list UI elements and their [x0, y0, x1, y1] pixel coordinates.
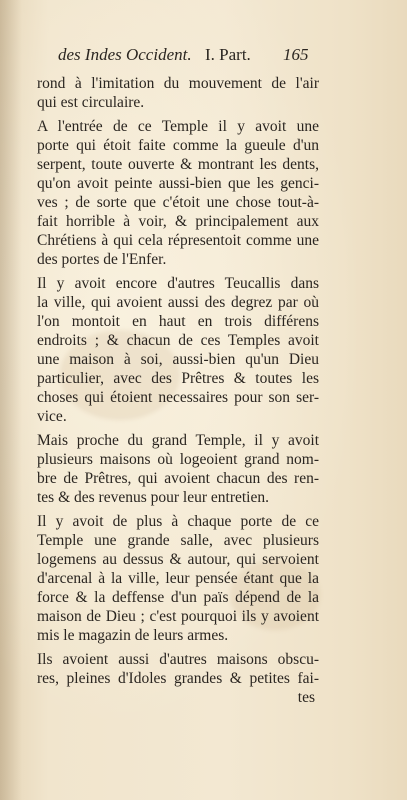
- running-header: [58, 45, 320, 67]
- text-line: porte qui étoit faite comme la gueule d'un: [37, 137, 319, 154]
- text-line: qui est circulaire.: [37, 94, 145, 111]
- text-line: l'on montoit en haut en trois différens: [37, 313, 319, 330]
- text-line: A l'entrée de ce Temple il y avoit une: [37, 118, 319, 135]
- text-line: serpent, toute ouverte & montrant les dents,: [37, 156, 319, 173]
- text-line: plusieurs maisons où logeoient grand nom-: [37, 451, 319, 468]
- text-line: d'arcenal à la ville, leur pensée étant que la: [37, 570, 319, 587]
- text-line: Il y avoit de plus à chaque porte de ce: [37, 513, 319, 530]
- running-title: des Indes Occident.: [58, 45, 192, 64]
- text-line: ves ; de sorte que c'étoit une chose tout-à-: [37, 194, 319, 211]
- text-line: des portes de l'Enfer.: [37, 251, 167, 268]
- catchword: tes: [297, 689, 315, 706]
- text-line: res, pleines d'Idoles grandes & petites fai-: [37, 670, 319, 687]
- text-line: endroits ; & chacun de ces Temples avoit: [37, 332, 319, 349]
- text-line: fait horrible à voir, & principalement aux: [37, 213, 319, 230]
- text-line: tes & des revenus pour leur entretien.: [37, 489, 269, 506]
- text-line: choses qui étoient necessaires pour son ser-: [37, 389, 319, 406]
- text-line: rond à l'imitation du mouvement de l'air: [37, 75, 319, 92]
- text-line: Ils avoient aussi d'autres maisons obscu-: [37, 651, 319, 668]
- text-line: particulier, avec des Prêtres & toutes les: [37, 370, 319, 387]
- text-line: bre de Prêtres, qui avoient chacun des ren-: [37, 470, 319, 487]
- text-line: Chrétiens à qui cela répresentoit comme une: [37, 232, 319, 249]
- text-line: logemens au dessus & autour, qui servoient: [37, 551, 319, 568]
- text-line: vice.: [37, 408, 67, 425]
- text-line: la ville, qui avoient aussi des degrez par où: [37, 294, 319, 311]
- text-line: Il y avoit encore d'autres Teucallis dans: [37, 275, 319, 292]
- page-gutter-shadow: [0, 0, 22, 800]
- text-line: force & la deffense d'un païs dépend de la: [37, 589, 319, 606]
- text-line: maison de Dieu ; c'est pourquoi ils y avoient: [37, 608, 319, 625]
- text-line: mis le magazin de leurs armes.: [37, 627, 229, 644]
- body-text: [37, 74, 319, 707]
- part-label: I. Part.: [205, 45, 251, 64]
- text-line: une maison à soi, aussi-bien qu'un Dieu: [37, 351, 319, 368]
- page-number: 165: [283, 45, 309, 64]
- text-line: Temple une grande salle, avec plusieurs: [37, 532, 319, 549]
- text-line: qu'on avoit peinte aussi-bien que les genci-: [37, 175, 319, 192]
- text-line: Mais proche du grand Temple, il y avoit: [37, 432, 319, 449]
